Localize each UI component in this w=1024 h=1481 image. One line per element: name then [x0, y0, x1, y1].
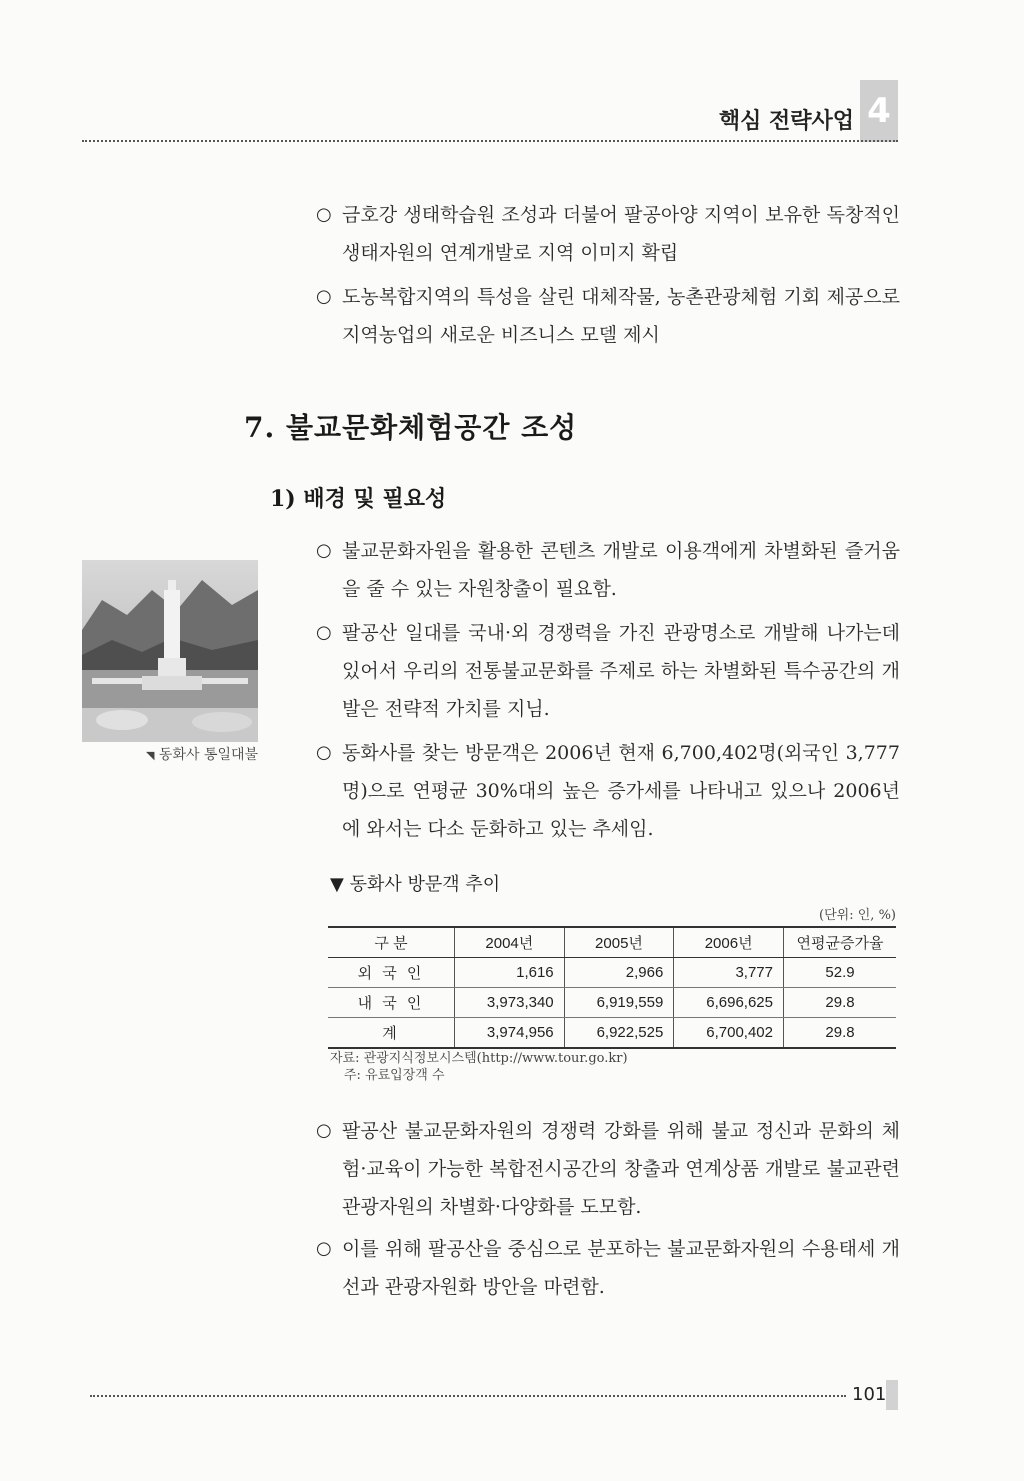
table-cell: 3,777	[674, 958, 784, 988]
bullet-circle-icon: ○	[316, 204, 332, 225]
section-title: 7. 불교문화체험공간 조성	[244, 411, 578, 444]
header-title: 핵심 전략사업	[718, 109, 854, 134]
background-bullet	[316, 614, 900, 728]
footer-rule	[90, 1395, 846, 1397]
table-cell: 29.8	[784, 1018, 897, 1049]
table-header-cell: 연평균증가율	[784, 927, 897, 958]
caption-text: 동화사 통일대불	[158, 747, 259, 763]
table-cell: 29.8	[784, 988, 897, 1018]
bullet-circle-icon: ○	[316, 286, 332, 307]
bullet-text: 이를 위해 팔공산을 중심으로 분포하는 불교문화자원의 수용태세 개선과 관광자원화 방안을 마련함.	[342, 1238, 900, 1298]
table-cell: 1,616	[455, 958, 565, 988]
bullet-text: 불교문화자원을 활용한 콘텐츠 개발로 이용객에게 차별화된 즐거움을 줄 수 있는 자원창출이 필요함.	[342, 540, 900, 600]
table-cell: 3,974,956	[455, 1018, 565, 1049]
table-header-cell: 2006년	[674, 927, 784, 958]
note-text: 주: 유료입장객 수	[344, 1068, 445, 1083]
bullet-text: 팔공산 일대를 국내·외 경쟁력을 가진 관광명소로 개발해 나가는데 있어서 우리의 전통불교문화를 주제로 하는 차별화된 특수공간의 개발은 전략적 가치를 지님.	[342, 622, 900, 720]
table-cell: 2,966	[564, 958, 674, 988]
table-row	[328, 988, 896, 1018]
bullet-circle-icon: ○	[316, 1238, 332, 1259]
table-title: ▼ 동화사 방문객 추이	[330, 874, 501, 895]
table-row-label: 계	[328, 1018, 455, 1049]
intro-bullet	[316, 278, 900, 354]
table-row	[328, 1018, 896, 1049]
closing-bullet	[316, 1112, 900, 1226]
bullet-text: 도농복합지역의 특성을 살린 대체작물, 농촌관광체험 기회 제공으로 지역농업의 새로운 비즈니스 모델 제시	[342, 286, 900, 346]
table-header-row	[328, 927, 896, 958]
temple-buddha-photo	[82, 560, 258, 742]
table-cell: 6,919,559	[564, 988, 674, 1018]
table-cell: 6,700,402	[674, 1018, 784, 1049]
table-header-cell: 2005년	[564, 927, 674, 958]
background-bullet	[316, 734, 900, 848]
intro-bullet	[316, 196, 900, 272]
page-tab-marker	[886, 1380, 898, 1410]
bullet-circle-icon: ○	[316, 742, 332, 763]
table-cell: 6,696,625	[674, 988, 784, 1018]
bullet-circle-icon: ○	[316, 540, 332, 561]
visitor-trend-table	[328, 926, 896, 1049]
photo-caption	[146, 744, 258, 764]
table-unit: (단위: 인, %)	[819, 908, 896, 923]
table-cell: 52.9	[784, 958, 897, 988]
bullet-text: 팔공산 불교문화자원의 경쟁력 강화를 위해 불교 정신과 문화의 체험·교육이 가능한 복합전시공간의 창출과 연계상품 개발로 불교관련 관광자원의 차별화·다양화를 도모함.	[342, 1120, 900, 1218]
table-header-cell: 구 분	[328, 927, 455, 958]
caption-marker-icon: ◥	[146, 749, 155, 762]
table-row-label: 내 국 인	[328, 988, 455, 1018]
header-rule	[82, 140, 898, 142]
bullet-text: 금호강 생태학습원 조성과 더불어 팔공아양 지역이 보유한 독창적인 생태자원의 연계개발로 지역 이미지 확립	[342, 204, 900, 264]
table-row-label: 외 국 인	[328, 958, 455, 988]
table-source	[330, 1050, 628, 1084]
subsection-title: 1) 배경 및 필요성	[270, 486, 447, 512]
chapter-number-box: 4	[860, 80, 898, 142]
closing-bullet	[316, 1230, 900, 1306]
bullet-text: 동화사를 찾는 방문객은 2006년 현재 6,700,402명(외국인 3,777명)으로 연평균 30%대의 높은 증가세를 나타내고 있으나 2006년에 와서는 다소 둔화하고 있는 추세임.	[342, 742, 900, 840]
bullet-circle-icon: ○	[316, 1120, 332, 1141]
table-cell: 3,973,340	[455, 988, 565, 1018]
table-cell: 6,922,525	[564, 1018, 674, 1049]
background-bullet	[316, 532, 900, 608]
buddha-statue-image	[82, 560, 258, 742]
table-row	[328, 958, 896, 988]
table-header-cell: 2004년	[455, 927, 565, 958]
source-text: 자료: 관광지식정보시스템(http://www.tour.go.kr)	[330, 1051, 628, 1066]
bullet-circle-icon: ○	[316, 622, 332, 643]
page-number: 101	[852, 1384, 887, 1405]
